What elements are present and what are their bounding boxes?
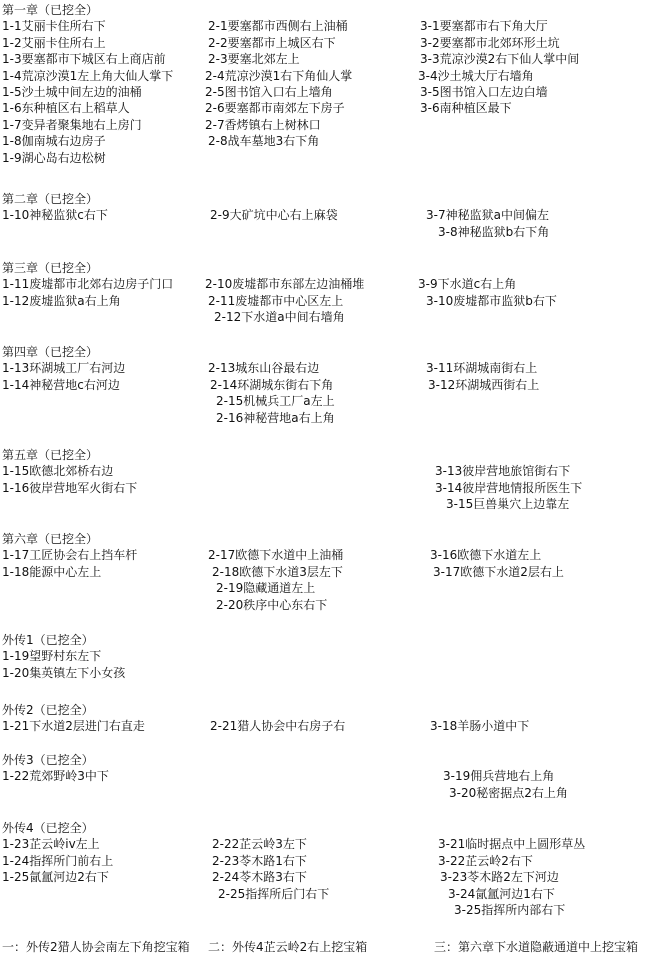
entry-col-3: 3-24氤氲河边1右下 bbox=[448, 886, 555, 901]
entry-col-3: 3-8神秘监狱b右下角 bbox=[438, 224, 550, 239]
section-title: 第三章（已挖全） bbox=[2, 261, 99, 275]
entry-col-3: 3-10废墟都市监狱b右下 bbox=[426, 293, 557, 308]
entry-col-1: 1-6东种植区右上稻草人 bbox=[2, 101, 130, 116]
entry-col-3: 3-11环湖城南街右上 bbox=[426, 361, 538, 376]
entry-col-3: 3-1要塞都市右下角大厅 bbox=[420, 19, 548, 34]
entry-col-2: 2-3要塞北郊左上 bbox=[208, 52, 300, 67]
entry-col-2: 2-11废墟都市中心区左上 bbox=[208, 293, 344, 308]
entry-col-2: 2-17欧德下水道中上油桶 bbox=[208, 548, 344, 563]
footer-note: 一：外传2猎人协会南左下角挖宝箱 bbox=[2, 940, 190, 954]
entry-col-2: 2-16神秘营地a右上角 bbox=[216, 410, 335, 425]
entry-col-2: 2-25指挥所后门右下 bbox=[218, 886, 330, 901]
entry-col-1: 1-17工匠协会右上挡车杆 bbox=[2, 548, 138, 563]
entry-col-1: 1-21下水道2层进门右直走 bbox=[2, 719, 145, 734]
entry-col-3: 3-22芷云岭2右下 bbox=[438, 853, 533, 868]
entry-col-2: 2-8战车墓地3右下角 bbox=[208, 134, 320, 149]
entry-col-1: 1-1艾丽卡住所右下 bbox=[2, 19, 106, 34]
entry-col-3: 3-23苓木路2左下河边 bbox=[440, 870, 559, 885]
entry-col-2: 2-20秩序中心东右下 bbox=[216, 597, 328, 612]
entry-col-1: 1-14神秘营地c右河边 bbox=[2, 377, 120, 392]
entry-col-3: 3-14彼岸营地情报所医生下 bbox=[435, 480, 583, 495]
entry-col-3: 3-15巨兽巢穴上边靠左 bbox=[446, 497, 570, 512]
entry-col-1: 1-11废墟都市北郊右边房子门口 bbox=[2, 277, 174, 292]
section-title: 第六章（已挖全） bbox=[2, 532, 99, 546]
entry-col-2: 2-24苓木路3右下 bbox=[212, 870, 307, 885]
section-title: 第二章（已挖全） bbox=[2, 192, 99, 206]
entry-col-3: 3-17欧德下水道2层右上 bbox=[433, 564, 564, 579]
entry-col-1: 1-22荒郊野岭3中下 bbox=[2, 769, 109, 784]
entry-col-1: 1-10神秘监狱c右下 bbox=[2, 208, 108, 223]
entry-col-2: 2-1要塞都市西侧右上油桶 bbox=[208, 19, 348, 34]
entry-col-1: 1-3要塞都市下城区右上商店前 bbox=[2, 52, 166, 67]
entry-col-3: 3-7神秘监狱a中间偏左 bbox=[426, 208, 549, 223]
entry-col-3: 3-12环湖城西街右上 bbox=[428, 377, 540, 392]
entry-col-1: 1-9湖心岛右边松树 bbox=[2, 150, 106, 165]
entry-col-2: 2-2要塞都市上城区右下 bbox=[208, 35, 336, 50]
section-title: 外传4（已挖全） bbox=[2, 821, 94, 835]
entry-col-3: 3-3荒凉沙漠2右下仙人掌中间 bbox=[420, 52, 580, 67]
entry-col-1: 1-16彼岸营地军火街右下 bbox=[2, 480, 138, 495]
entry-col-1: 1-13环湖城工厂右河边 bbox=[2, 361, 126, 376]
entry-col-2: 2-6要塞都市南郊左下房子 bbox=[205, 101, 345, 116]
entry-col-2: 2-12下水道a中间右墙角 bbox=[214, 310, 345, 325]
entry-col-3: 3-18羊肠小道中下 bbox=[430, 719, 530, 734]
section-title: 外传1（已挖全） bbox=[2, 633, 94, 647]
entry-col-2: 2-22芷云岭3左下 bbox=[212, 837, 307, 852]
entry-col-2: 2-9大矿坑中心右上麻袋 bbox=[210, 208, 338, 223]
entry-col-2: 2-4荒凉沙漠1右下角仙人掌 bbox=[205, 68, 353, 83]
section-title: 外传3（已挖全） bbox=[2, 753, 94, 767]
entry-col-3: 3-19佣兵营地右上角 bbox=[443, 769, 555, 784]
entry-col-1: 1-18能源中心左上 bbox=[2, 564, 102, 579]
entry-col-2: 2-15机械兵工厂a左上 bbox=[216, 394, 335, 409]
footer-note: 三：第六章下水道隐蔽通道中上挖宝箱 bbox=[434, 940, 639, 954]
entry-col-3: 3-5图书馆入口左边白墙 bbox=[420, 85, 548, 99]
entry-col-1: 1-5沙土城中间左边的油桶 bbox=[2, 85, 142, 99]
entry-col-1: 1-15欧德北郊桥右边 bbox=[2, 464, 114, 479]
entry-col-2: 2-19隐藏通道左上 bbox=[216, 581, 316, 596]
section-title: 第四章（已挖全） bbox=[2, 345, 99, 359]
entry-col-1: 1-4荒凉沙漠1左上角大仙人掌下 bbox=[2, 68, 174, 83]
entry-col-3: 3-25指挥所内部右下 bbox=[454, 903, 566, 917]
entry-col-1: 1-25氤氲河边2右下 bbox=[2, 870, 109, 885]
section-title: 第一章（已挖全） bbox=[2, 3, 99, 17]
section-title: 第五章（已挖全） bbox=[2, 448, 99, 462]
entry-col-3: 3-6南种植区最下 bbox=[420, 101, 512, 116]
entry-col-2: 2-14环湖城东街右下角 bbox=[210, 377, 334, 392]
entry-col-2: 2-10废墟都市东部左边油桶堆 bbox=[205, 277, 365, 292]
section-title: 外传2（已挖全） bbox=[2, 703, 94, 717]
entry-col-2: 2-7香烤镇右上树林口 bbox=[205, 117, 321, 132]
entry-col-3: 3-2要塞都市北郊环形土坑 bbox=[420, 35, 560, 50]
entry-col-3: 3-16欧德下水道左上 bbox=[430, 548, 542, 563]
entry-col-3: 3-20秘密据点2右上角 bbox=[449, 785, 568, 800]
entry-col-1: 1-23芷云岭iv左上 bbox=[2, 837, 100, 852]
entry-col-1: 1-8伽南城右边房子 bbox=[2, 134, 106, 149]
entry-col-1: 1-19望野村东左下 bbox=[2, 649, 102, 664]
entry-col-2: 2-18欧德下水道3层左下 bbox=[212, 564, 343, 579]
footer-note: 二：外传4芷云岭2右上挖宝箱 bbox=[208, 940, 368, 954]
entry-col-2: 2-5图书馆入口右上墙角 bbox=[205, 85, 333, 99]
entry-col-3: 3-13彼岸营地旅馆街右下 bbox=[435, 464, 571, 479]
entry-col-1: 1-20集英镇左下小女孩 bbox=[2, 665, 126, 680]
entry-col-1: 1-2艾丽卡住所右上 bbox=[2, 35, 106, 50]
entry-col-3: 3-4沙土城大厅右墙角 bbox=[418, 68, 534, 83]
entry-col-3: 3-9下水道c右上角 bbox=[418, 277, 517, 292]
entry-col-1: 1-12废墟监狱a右上角 bbox=[2, 293, 121, 308]
entry-col-2: 2-23苓木路1右下 bbox=[212, 853, 307, 868]
entry-col-2: 2-21猎人协会中右房子右 bbox=[210, 719, 346, 734]
entry-col-2: 2-13城东山谷最右边 bbox=[208, 361, 320, 376]
entry-col-3: 3-21临时据点中上圆形草丛 bbox=[438, 837, 586, 852]
entry-col-1: 1-7变异者聚集地右上房门 bbox=[2, 117, 142, 132]
entry-col-1: 1-24指挥所门前右上 bbox=[2, 853, 114, 868]
